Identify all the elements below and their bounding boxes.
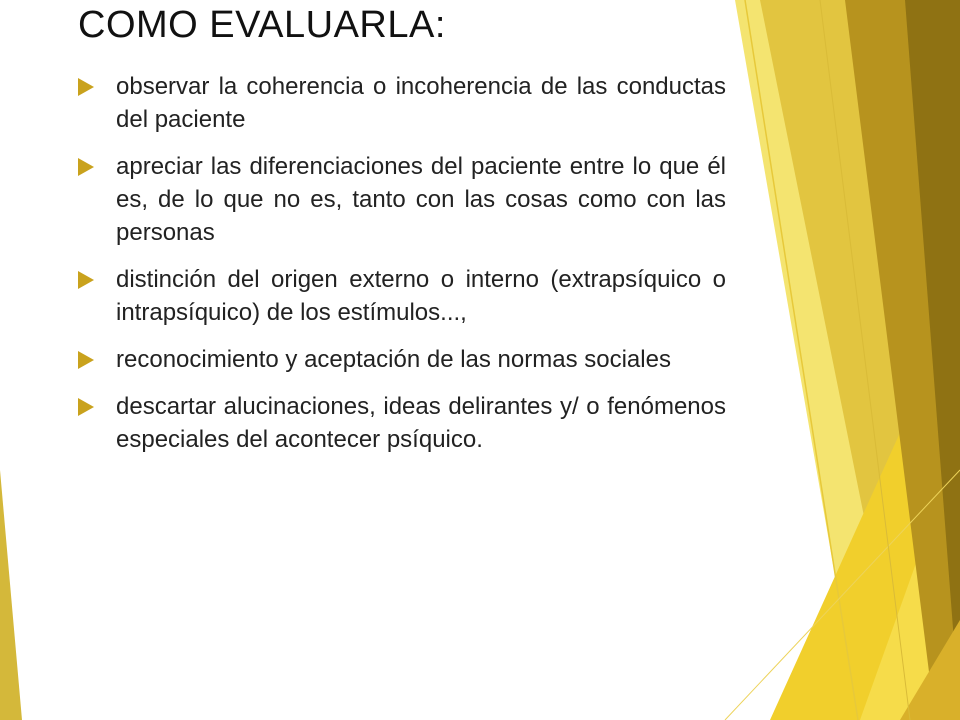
bullet-text: descartar alucinaciones, ideas delirantes y/ o fenómenos especiales del acontecer psíquico. [116, 393, 726, 453]
right-triangle-icon [78, 390, 116, 416]
bullet-text: reconocimiento y aceptación de las normas sociales [116, 346, 671, 373]
slide-title: COMO EVALUARLA: [78, 4, 446, 46]
right-triangle-icon [78, 150, 116, 176]
list-item [78, 390, 726, 456]
bullet-text: apreciar las diferenciaciones del paciente entre lo que él es, de lo que no es, tanto con las cosas como con las personas [116, 153, 726, 246]
list-item [78, 70, 726, 136]
right-triangle-icon [78, 70, 116, 96]
right-triangle-icon [78, 343, 116, 369]
bullet-text: observar la coherencia o incoherencia de las conductas del paciente [116, 73, 726, 133]
list-item [78, 343, 726, 376]
bullet-list [78, 70, 726, 470]
list-item [78, 263, 726, 329]
left-accent-shape [0, 470, 22, 720]
list-item [78, 150, 726, 249]
right-triangle-icon [78, 263, 116, 289]
bullet-text: distinción del origen externo o interno (extrapsíquico o intrapsíquico) de los estímulos..., [116, 266, 726, 326]
